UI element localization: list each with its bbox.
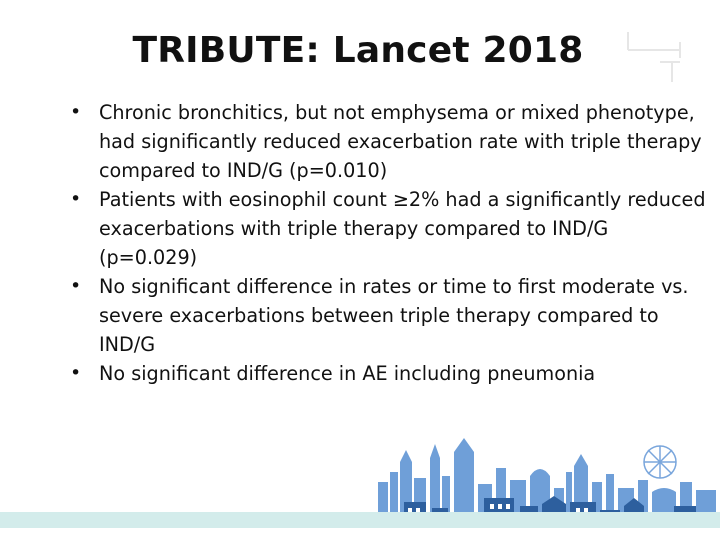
ground-strip xyxy=(0,512,720,528)
bullet-item xyxy=(70,359,710,388)
slide-title-text: TRIBUTE: Lancet 2018 xyxy=(132,30,584,71)
bullet-marker: • xyxy=(70,188,82,210)
bullet-list xyxy=(70,98,710,388)
bullet-text: Chronic bronchitics, but not emphysema or mixed phenotype, had significantly reduced exacerbation rate with triple therapy compared to IND/G (p=0.010) xyxy=(99,101,702,182)
bullet-item xyxy=(70,185,710,272)
bullet-marker: • xyxy=(70,101,82,123)
bullet-text: No significant difference in rates or time to first moderate vs. severe exacerbations between triple therapy compared to IND/G xyxy=(99,275,689,356)
bullet-text: No significant difference in AE including pneumonia xyxy=(99,362,596,385)
bullet-text: Patients with eosinophil count ≥2% had a significantly reduced exacerbations with triple therapy compared to IND/G (p=0.029) xyxy=(99,188,706,269)
bullet-marker: • xyxy=(70,362,82,384)
bullet-marker: • xyxy=(70,275,82,297)
faint-logo-icon xyxy=(620,28,688,86)
slide-title xyxy=(0,30,720,71)
bullet-item xyxy=(70,272,710,359)
bullet-item xyxy=(70,98,710,185)
